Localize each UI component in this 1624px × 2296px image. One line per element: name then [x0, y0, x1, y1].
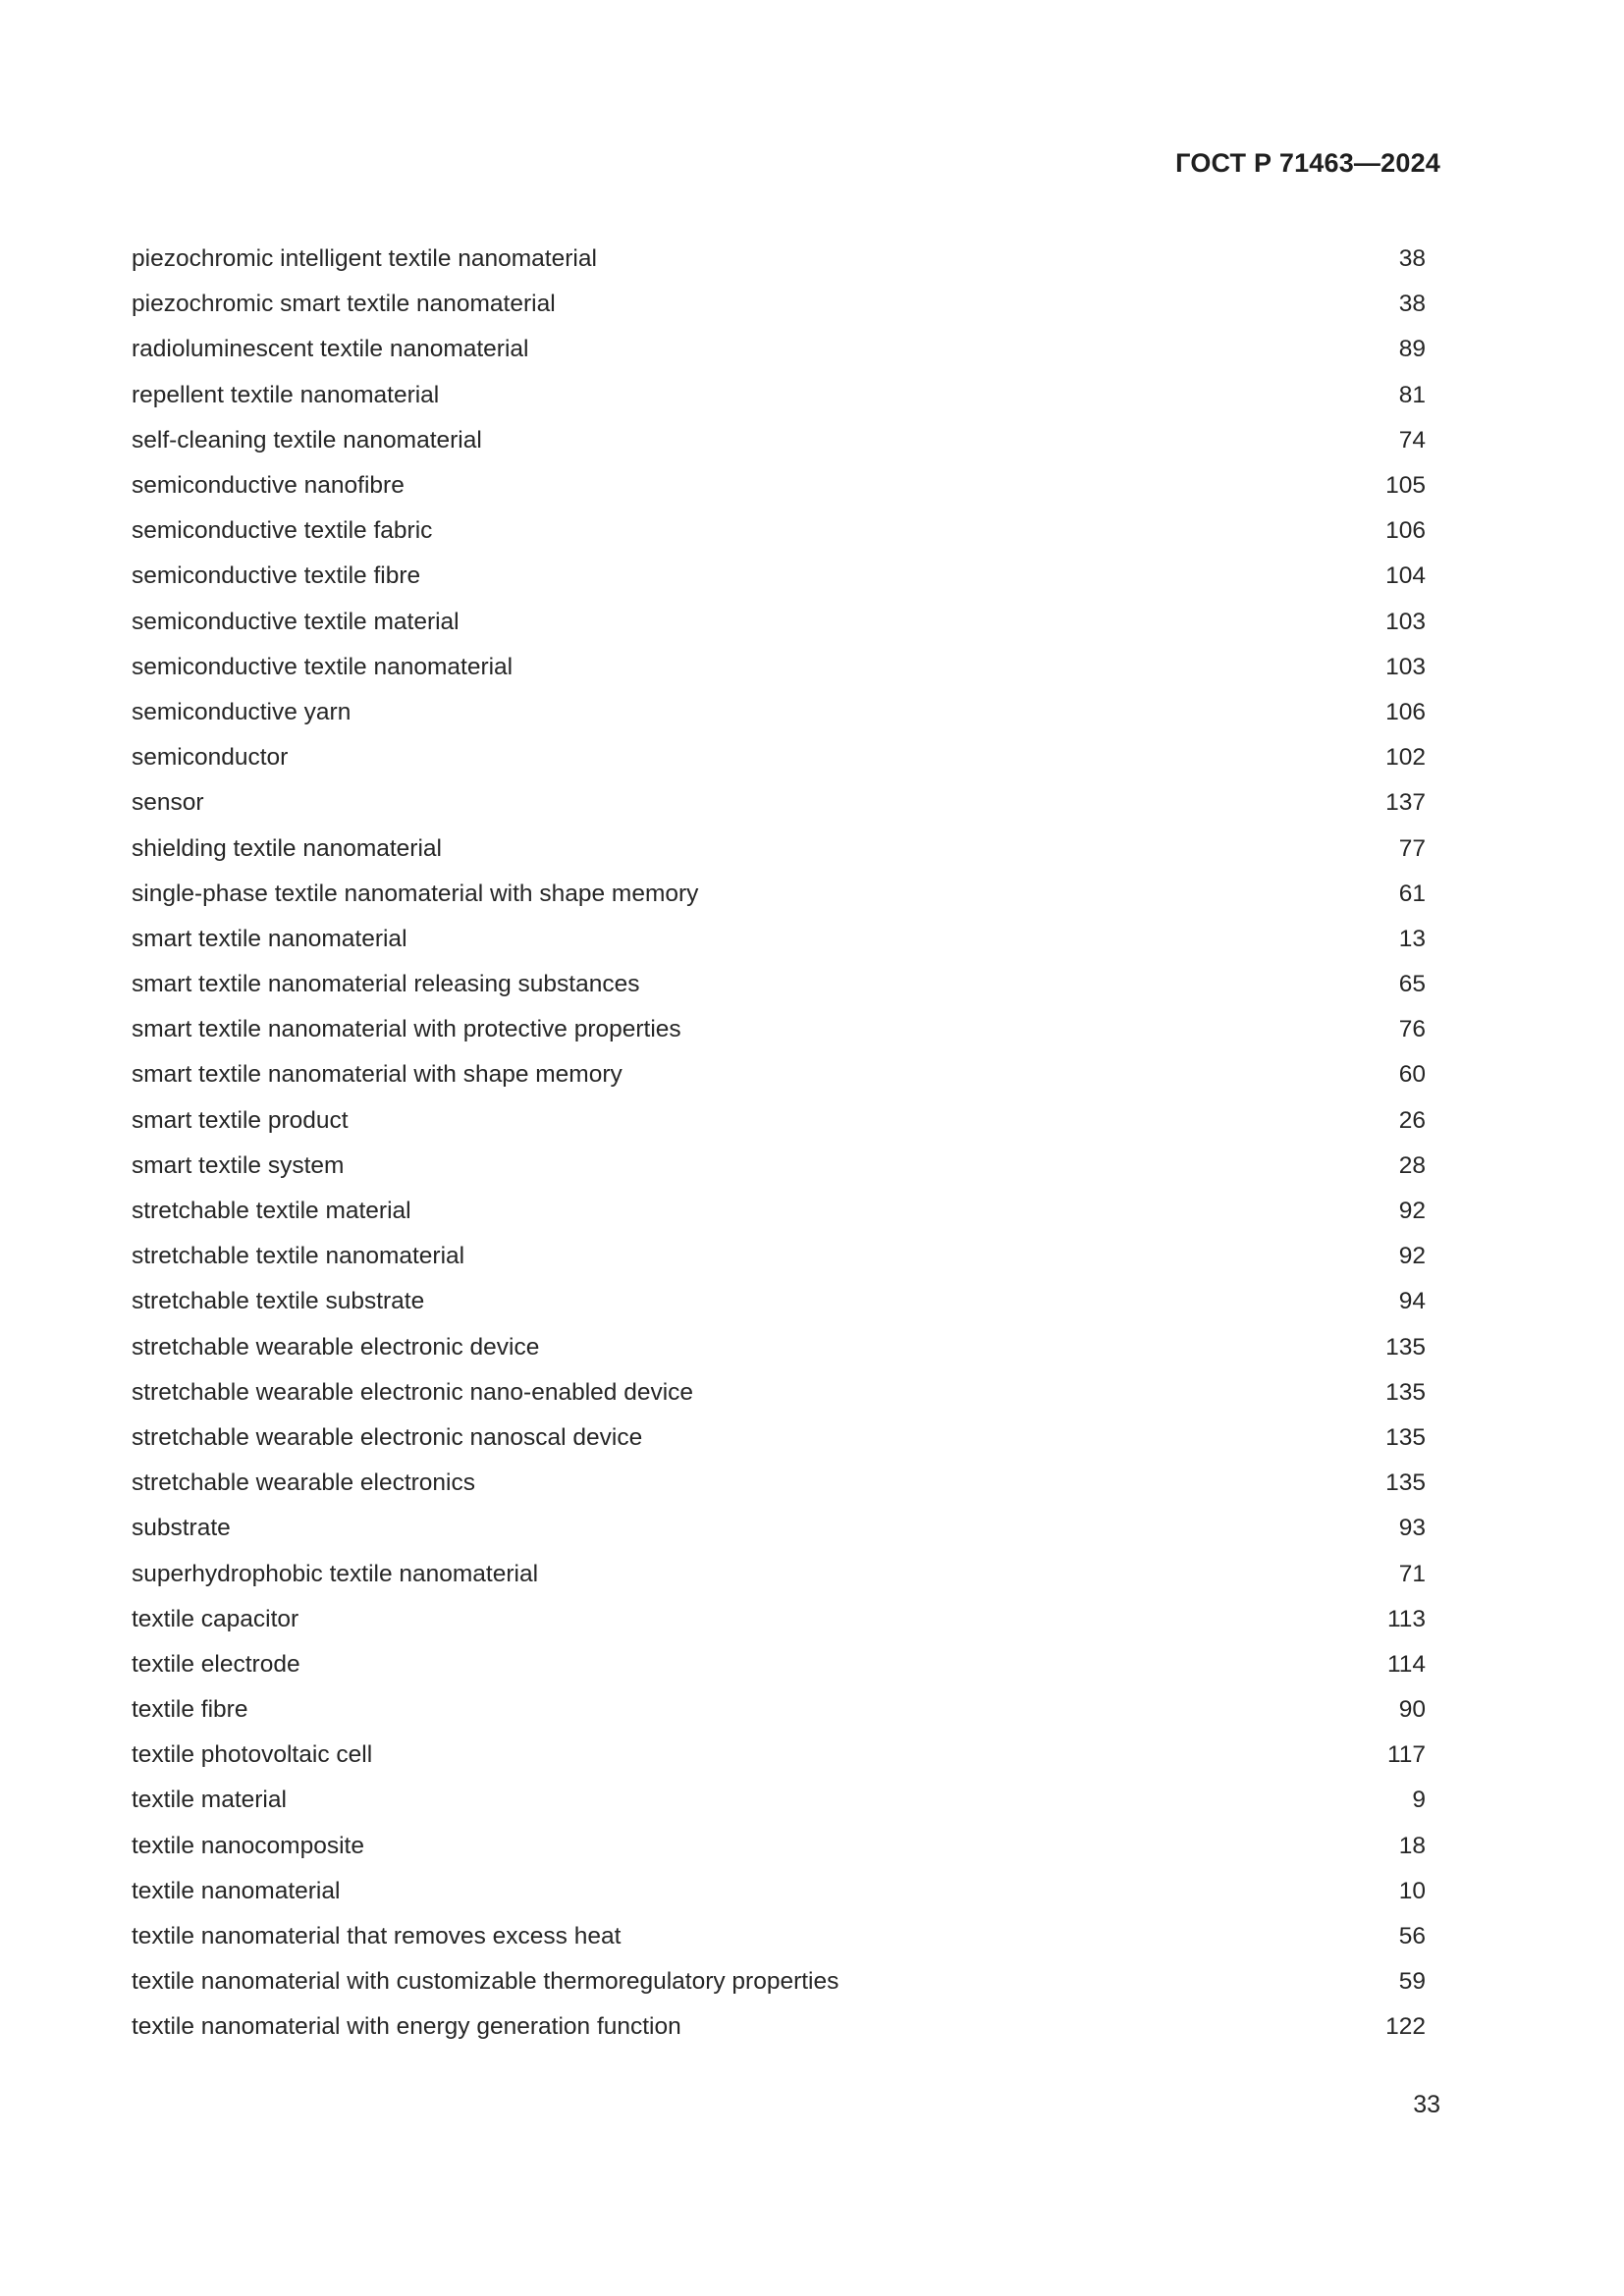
index-entry-term: self-cleaning textile nanomaterial: [132, 426, 482, 454]
index-entry: [132, 1733, 1426, 1778]
index-entry-term: textile nanomaterial with customizable thermoregulatory properties: [132, 1968, 839, 1996]
index-entry-number: 104: [1385, 562, 1426, 590]
index-entry-term: stretchable wearable electronic nanoscal device: [132, 1423, 643, 1451]
index-entry: [132, 962, 1426, 1007]
index-entry: [132, 1370, 1426, 1415]
index-entry-term: textile nanomaterial that removes excess heat: [132, 1923, 622, 1950]
index-entry-term: superhydrophobic textile nanomaterial: [132, 1560, 539, 1587]
index-entry-number: 105: [1385, 472, 1426, 500]
index-entry: [132, 463, 1426, 508]
index-entry-number: 9: [1412, 1787, 1426, 1814]
index-entry: [132, 418, 1426, 463]
index-entry-number: 106: [1385, 698, 1426, 725]
document-standard-code: ГОСТ Р 71463—2024: [1175, 148, 1440, 178]
index-entry: [132, 1461, 1426, 1506]
index-entry-number: 92: [1398, 1198, 1426, 1225]
index-entry-number: 92: [1398, 1243, 1426, 1270]
index-entry-term: single-phase textile nanomaterial with shape memory: [132, 880, 699, 907]
index-entry: [132, 237, 1426, 282]
index-entry-term: semiconductive yarn: [132, 698, 352, 725]
index-entry-term: semiconductor: [132, 744, 289, 772]
index-entry-number: 18: [1398, 1832, 1426, 1859]
index-entry-number: 122: [1385, 2013, 1426, 2041]
index-entry-term: semiconductive textile fabric: [132, 517, 433, 545]
index-entry-term: textile nanomaterial with energy generation function: [132, 2013, 681, 2041]
index-entry: [132, 554, 1426, 599]
index-entry-term: textile nanomaterial: [132, 1877, 341, 1904]
index-entry-term: repellent textile nanomaterial: [132, 381, 440, 408]
index-entry-number: 102: [1385, 744, 1426, 772]
index-entry-term: piezochromic intelligent textile nanomaterial: [132, 245, 597, 273]
page-number: 33: [1413, 2091, 1440, 2118]
index-entry: [132, 1506, 1426, 1551]
index-entry-term: textile material: [132, 1787, 287, 1814]
index-entry: [132, 1824, 1426, 1869]
index-entry-number: 135: [1385, 1333, 1426, 1361]
index-entry-number: 117: [1386, 1741, 1426, 1769]
index-entry-term: radioluminescent textile nanomaterial: [132, 336, 529, 363]
index-entry-term: stretchable wearable electronic nano-enabled device: [132, 1378, 694, 1406]
index-entry-number: 74: [1398, 426, 1426, 454]
index-entry-term: semiconductive textile fibre: [132, 562, 421, 590]
index-entry: [132, 1325, 1426, 1370]
index-entry: [132, 327, 1426, 372]
index-entry-term: semiconductive textile nanomaterial: [132, 653, 514, 680]
index-entry-number: 89: [1398, 336, 1426, 363]
index-entry-term: smart textile system: [132, 1151, 345, 1179]
index-entry: [132, 1914, 1426, 1959]
index-entry: [132, 282, 1426, 327]
index-entry-number: 38: [1398, 291, 1426, 318]
index-entry: [132, 1098, 1426, 1144]
index-entry: [132, 600, 1426, 645]
index-entry-term: textile electrode: [132, 1650, 300, 1678]
index-entry: [132, 735, 1426, 780]
index-entry: [132, 1959, 1426, 2004]
index-entry: [132, 373, 1426, 418]
index-entry-number: 71: [1398, 1560, 1426, 1587]
index-entry-number: 59: [1398, 1968, 1426, 1996]
index-entry: [132, 1189, 1426, 1234]
index-entry-number: 65: [1398, 971, 1426, 998]
index-entry-term: smart textile nanomaterial with shape memory: [132, 1061, 623, 1089]
index-entry-number: 10: [1398, 1877, 1426, 1904]
index-entry: [132, 508, 1426, 554]
index-entry-number: 113: [1386, 1605, 1426, 1632]
index-entry-term: stretchable textile substrate: [132, 1288, 425, 1315]
index-entry: [132, 1597, 1426, 1642]
index-entry: [132, 645, 1426, 690]
index-entry-number: 103: [1385, 653, 1426, 680]
index-entry-number: 135: [1385, 1423, 1426, 1451]
index-entry-number: 93: [1398, 1515, 1426, 1542]
index-entry: [132, 917, 1426, 962]
index-entry-term: substrate: [132, 1515, 231, 1542]
index-entry: [132, 780, 1426, 826]
alphabetical-index-list: [132, 237, 1426, 2051]
index-entry-term: stretchable wearable electronic device: [132, 1333, 540, 1361]
index-entry: [132, 1415, 1426, 1461]
index-entry-term: smart textile nanomaterial: [132, 925, 407, 952]
index-entry-term: stretchable textile material: [132, 1198, 411, 1225]
index-entry-term: smart textile nanomaterial with protective properties: [132, 1016, 681, 1043]
index-entry: [132, 1551, 1426, 1596]
index-entry: [132, 1642, 1426, 1687]
index-entry: [132, 690, 1426, 735]
index-entry-term: piezochromic smart textile nanomaterial: [132, 291, 556, 318]
index-entry-number: 56: [1398, 1923, 1426, 1950]
index-entry-number: 103: [1385, 608, 1426, 635]
index-entry-term: textile fibre: [132, 1696, 248, 1724]
index-entry: [132, 1052, 1426, 1097]
index-entry-term: semiconductive nanofibre: [132, 472, 405, 500]
index-entry-term: sensor: [132, 789, 204, 817]
index-entry-number: 28: [1398, 1151, 1426, 1179]
index-entry-number: 114: [1386, 1650, 1426, 1678]
index-entry-number: 135: [1385, 1469, 1426, 1497]
index-entry-number: 77: [1398, 834, 1426, 862]
index-entry-number: 76: [1398, 1016, 1426, 1043]
index-entry: [132, 1869, 1426, 1914]
index-entry-number: 94: [1398, 1288, 1426, 1315]
index-entry-term: stretchable wearable electronics: [132, 1469, 475, 1497]
index-entry-term: semiconductive textile material: [132, 608, 460, 635]
index-entry-number: 38: [1398, 245, 1426, 273]
index-entry-term: smart textile nanomaterial releasing substances: [132, 971, 640, 998]
index-entry-term: textile nanocomposite: [132, 1832, 364, 1859]
index-entry: [132, 1234, 1426, 1279]
index-entry-number: 61: [1398, 880, 1426, 907]
index-entry: [132, 1144, 1426, 1189]
index-entry-number: 90: [1398, 1696, 1426, 1724]
index-entry-number: 137: [1385, 789, 1426, 817]
index-entry: [132, 1007, 1426, 1052]
index-entry-term: stretchable textile nanomaterial: [132, 1243, 465, 1270]
index-entry: [132, 2004, 1426, 2050]
index-entry-number: 81: [1398, 381, 1426, 408]
index-entry: [132, 826, 1426, 871]
index-entry: [132, 1778, 1426, 1823]
index-entry-term: textile photovoltaic cell: [132, 1741, 373, 1769]
index-entry-term: textile capacitor: [132, 1605, 299, 1632]
index-entry: [132, 1687, 1426, 1733]
index-entry-term: smart textile product: [132, 1106, 349, 1134]
index-entry-number: 106: [1385, 517, 1426, 545]
index-entry-number: 26: [1398, 1106, 1426, 1134]
index-entry-number: 13: [1398, 925, 1426, 952]
index-entry: [132, 1279, 1426, 1324]
index-entry: [132, 872, 1426, 917]
index-entry-number: 60: [1398, 1061, 1426, 1089]
index-entry-number: 135: [1385, 1378, 1426, 1406]
index-entry-term: shielding textile nanomaterial: [132, 834, 442, 862]
